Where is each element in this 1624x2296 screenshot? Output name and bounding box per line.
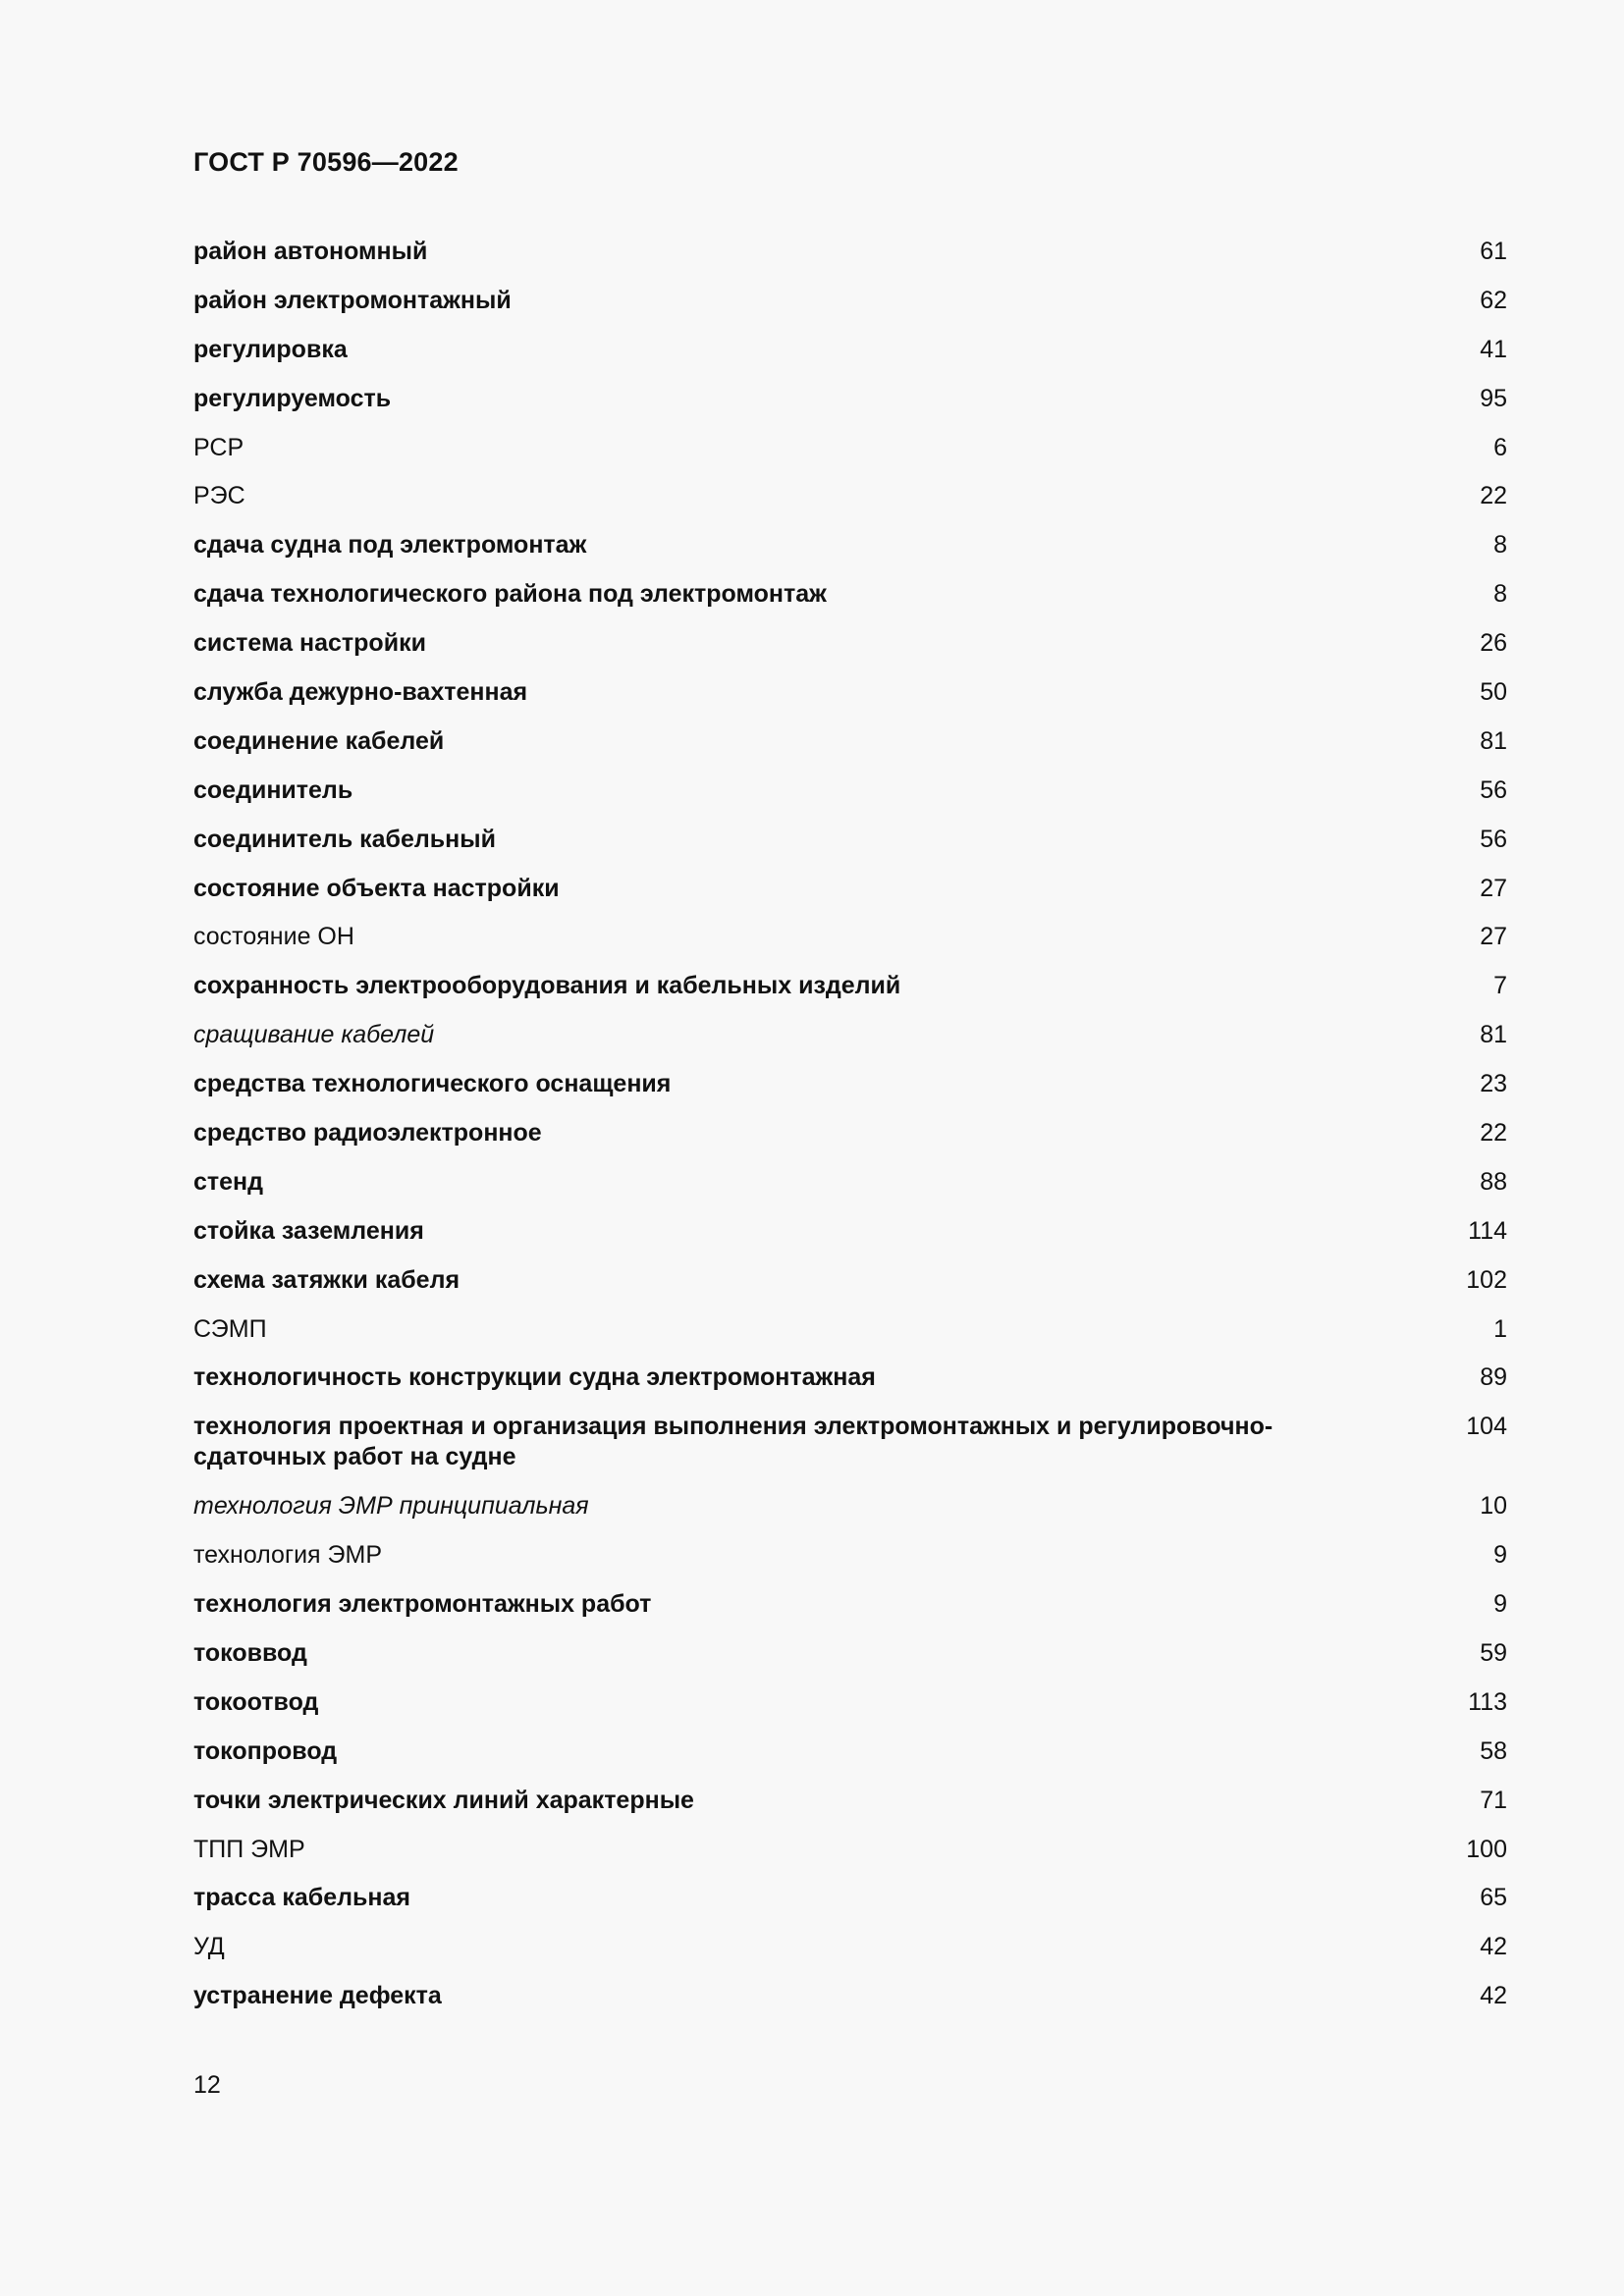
index-page-ref: 9 — [1493, 1541, 1507, 1570]
index-term: технология ЭМР принципиальная — [193, 1492, 589, 1521]
index-term: регулируемость — [193, 384, 392, 412]
index-page-ref: 42 — [1480, 1982, 1507, 2010]
index-page-ref: 8 — [1493, 531, 1507, 560]
index-page-ref: 23 — [1480, 1070, 1507, 1098]
index-entry — [193, 1736, 1507, 1786]
index-entry — [193, 1069, 1507, 1118]
index-term: СЭМП — [193, 1314, 267, 1343]
index-page-ref: 10 — [1480, 1492, 1507, 1521]
index-page-ref: 81 — [1480, 726, 1507, 755]
index-entry — [193, 1412, 1507, 1491]
index-entry — [193, 677, 1507, 726]
index-entry — [193, 1362, 1507, 1412]
index-entry — [193, 335, 1507, 384]
index-term: УД — [193, 1933, 225, 1961]
index-page-ref: 9 — [1493, 1590, 1507, 1619]
index-term: стойка заземления — [193, 1216, 424, 1245]
index-page-ref: 27 — [1480, 874, 1507, 902]
index-entry — [193, 971, 1507, 1020]
index-page-ref: 22 — [1480, 1119, 1507, 1148]
index-term: сдача судна под электромонтаж — [193, 531, 587, 560]
index-page-ref: 102 — [1466, 1265, 1507, 1294]
index-term: состояние ОН — [193, 923, 354, 951]
index-term: токоотвод — [193, 1687, 319, 1716]
index-page-ref: 62 — [1480, 286, 1507, 314]
index-page-ref: 26 — [1480, 629, 1507, 658]
index-entry — [193, 1883, 1507, 1932]
index-term: служба дежурно-вахтенная — [193, 678, 528, 707]
index-page-ref: 42 — [1480, 1933, 1507, 1961]
index-term: РЭС — [193, 482, 245, 510]
index-entry — [193, 726, 1507, 775]
index-entry — [193, 1167, 1507, 1216]
index-page-ref: 65 — [1480, 1884, 1507, 1912]
index-entry — [193, 384, 1507, 433]
index-term: сдача технологического района под электромонтаж — [193, 580, 827, 609]
index-term: средство радиоэлектронное — [193, 1119, 542, 1148]
index-entry — [193, 1981, 1507, 2030]
index-page-ref: 58 — [1480, 1736, 1507, 1765]
index-term: РСР — [193, 433, 244, 461]
index-page-ref: 71 — [1480, 1786, 1507, 1814]
index-term: трасса кабельная — [193, 1884, 410, 1912]
index-page-ref: 50 — [1480, 678, 1507, 707]
index-term: устранение дефекта — [193, 1982, 442, 2010]
index-term: район электромонтажный — [193, 286, 512, 314]
index-term: технологичность конструкции судна электромонтажная — [193, 1363, 876, 1392]
index-entry — [193, 1314, 1507, 1363]
index-page-ref: 95 — [1480, 384, 1507, 412]
index-term: соединитель кабельный — [193, 825, 496, 853]
index-term: средства технологического оснащения — [193, 1070, 672, 1098]
index-page-ref: 100 — [1466, 1835, 1507, 1863]
index-term: соединение кабелей — [193, 726, 445, 755]
index-page-ref: 41 — [1480, 335, 1507, 363]
index-term: точки электрических линий характерные — [193, 1786, 694, 1814]
index-page-ref: 8 — [1493, 580, 1507, 609]
index-term: состояние объекта настройки — [193, 874, 560, 902]
index-entry — [193, 1687, 1507, 1736]
index-entry — [193, 922, 1507, 971]
index-page-ref: 56 — [1480, 775, 1507, 804]
index-entry — [193, 481, 1507, 530]
index-term: сращивание кабелей — [193, 1021, 435, 1049]
index-term: технология ЭМР — [193, 1541, 382, 1570]
index-page-ref: 61 — [1480, 238, 1507, 265]
index-term: сохранность электрооборудования и кабельных изделий — [193, 972, 901, 1000]
index-entry — [193, 1216, 1507, 1265]
index-entry — [193, 1540, 1507, 1589]
index-page-ref: 89 — [1480, 1363, 1507, 1392]
index-term: район автономный — [193, 238, 428, 265]
index-term: токопровод — [193, 1736, 338, 1765]
index-term: схема затяжки кабеля — [193, 1265, 460, 1294]
index-entry — [193, 1835, 1507, 1884]
index-term: соединитель — [193, 775, 353, 804]
index-entry — [193, 237, 1507, 286]
index-entry — [193, 1638, 1507, 1687]
index-term: токоввод — [193, 1638, 307, 1667]
index-page-ref: 59 — [1480, 1638, 1507, 1667]
index-page-ref: 81 — [1480, 1021, 1507, 1049]
index-entry — [193, 825, 1507, 874]
index-entry — [193, 1491, 1507, 1540]
index-page-ref: 56 — [1480, 825, 1507, 853]
index-page-ref: 104 — [1466, 1413, 1507, 1441]
index-entry — [193, 1589, 1507, 1638]
index-entry — [193, 1118, 1507, 1167]
index-page-ref: 22 — [1480, 482, 1507, 510]
index-page-ref: 27 — [1480, 923, 1507, 951]
index-entry — [193, 530, 1507, 579]
index-entry — [193, 1786, 1507, 1835]
page-number: 12 — [193, 2071, 221, 2099]
index-entry — [193, 433, 1507, 482]
index-page-ref: 88 — [1480, 1167, 1507, 1196]
index-entry — [193, 1932, 1507, 1981]
index-page-ref: 1 — [1493, 1314, 1507, 1343]
index-entry — [193, 1020, 1507, 1069]
index-entry — [193, 286, 1507, 335]
index-list — [193, 237, 1507, 2030]
index-page-ref: 113 — [1468, 1687, 1507, 1716]
document-header: ГОСТ Р 70596—2022 — [193, 147, 459, 177]
index-term: ТПП ЭМР — [193, 1835, 305, 1863]
index-page-ref: 114 — [1468, 1216, 1507, 1245]
index-entry — [193, 874, 1507, 923]
index-term: технология проектная и организация выполнения электромонтажных и регулировочно-сдаточных работ на судне — [193, 1413, 1273, 1471]
index-term: технология электромонтажных работ — [193, 1590, 652, 1619]
index-entry — [193, 775, 1507, 825]
index-term: стенд — [193, 1167, 264, 1196]
index-page-ref: 7 — [1493, 972, 1507, 1000]
index-entry — [193, 579, 1507, 628]
index-term: регулировка — [193, 335, 348, 363]
index-term: система настройки — [193, 629, 426, 658]
index-page-ref: 6 — [1493, 433, 1507, 461]
index-entry — [193, 628, 1507, 677]
index-entry — [193, 1265, 1507, 1314]
